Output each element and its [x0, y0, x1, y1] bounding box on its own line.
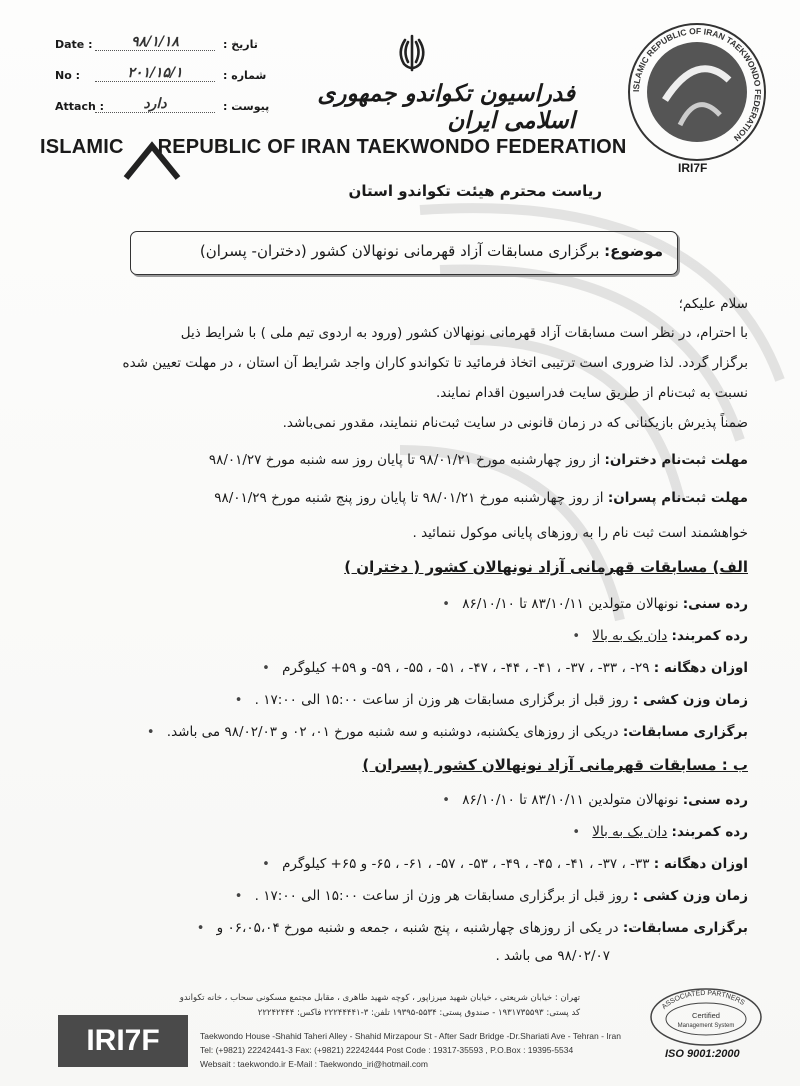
girls-age-label: رده سنی:: [682, 596, 748, 612]
footer-web-text: Websait : taekwondo.ir E-Mail : Taekwondo_iri@hotmail.com: [200, 1059, 428, 1069]
girls-weights-label: اوزان دهگانه :: [653, 660, 748, 676]
body-line-2: برگزار گردد. لذا ضروری است ترتیبی اتخاذ فرمائید تا تکواندو کاران واجد شرایط آن استان ، در مهلت تعیین شده: [122, 355, 748, 371]
kick-logo-icon: [122, 140, 182, 182]
iso-certification-seal-icon: [647, 985, 765, 1047]
subject-text: برگزاری مسابقات آزاد قهرمانی نونهالان کشور (دختران- پسران): [199, 242, 600, 260]
boys-weighin-item: [235, 888, 748, 904]
number-label: No :: [55, 69, 80, 82]
addressee: ریاست محترم هیئت تکواندو استان: [348, 182, 602, 200]
seal-logo-text: IRI7F: [678, 161, 708, 175]
boys-age-item: [442, 792, 748, 808]
boys-weights-text: ۳۳- ، ۳۷- ، ۴۱- ، ۴۵- ، ۴۹- ، ۵۳- ، ۵۷- ، ۶۱- ، ۶۵- و ۶۵+ کیلوگرم: [282, 856, 650, 872]
girls-held-text: دریکی از روزهای یکشنبه، دوشنبه و سه شنبه مورخ ۰۱، ۰۲ و ۹۸/۰۲/۰۳ می باشد.: [166, 724, 619, 740]
federation-seal-icon: [625, 20, 770, 165]
footer-address-en: Taekwondo House -Shahid Taheri Alley - Shahid Mirzapour St - After Sadr Bridge -Dr.Shariati Ave - Tehran - Iran: [200, 1031, 621, 1041]
girls-held-item: [147, 724, 748, 740]
boys-age-label: رده سنی:: [682, 792, 748, 808]
subject-box: [130, 231, 678, 275]
girls-deadline-label: مهلت ثبت‌نام دختران:: [604, 452, 748, 468]
girls-age-text: نونهالان متولدین ۸۳/۱۰/۱۱ تا ۸۶/۱۰/۱۰: [462, 596, 679, 612]
iran-emblem-icon: [390, 30, 434, 74]
footer-phones-en: Tel: (+9821) 22242441-3 Fax: (+9821) 22242444 Post Code : 19317-35593 , P.O.Box : 19395-5534: [200, 1045, 574, 1055]
subject-label: موضوع:: [604, 242, 663, 260]
girls-weighin-label: زمان وزن کشی :: [632, 692, 748, 708]
boys-deadline-label: مهلت ثبت‌نام پسران:: [607, 490, 748, 506]
boys-deadline-text: از روز چهارشنبه مورخ ۹۸/۰۱/۲۱ تا پایان روز پنج شنبه مورخ ۹۸/۰۱/۲۹: [214, 490, 604, 506]
reference-fields: [55, 34, 270, 131]
girls-belt-label: رده کمربند:: [671, 628, 748, 644]
boys-belt-item: [572, 824, 748, 840]
girls-deadline-text: از روز چهارشنبه مورخ ۹۸/۰۱/۲۱ تا پایان روز سه شنبه مورخ ۹۸/۰۱/۲۷: [208, 452, 601, 468]
boys-weights-item: [262, 856, 748, 872]
girls-section-title: الف) مسابقات قهرمانی آزاد نونهالان کشور ( دختران ): [344, 558, 748, 576]
date-label-fa: تاریخ :: [223, 38, 258, 51]
girls-age-item: [442, 596, 748, 612]
body-line-1: با احترام، در نظر است مسابقات آزاد قهرمانی نونهالان کشور (ورود به اردوی تیم ملی ) با شرایط ذیل: [180, 325, 748, 341]
greeting: سلام علیکم؛: [678, 296, 748, 312]
federation-name-en-part1: ISLAMIC: [40, 136, 124, 158]
body-line-4: ضمناً پذیرش بازیکنانی که در زمان قانونی در سایت ثبت‌نام ننمایند، مقدور نمی‌باشد.: [282, 415, 748, 431]
seal-ring-text: ISLAMIC REPUBLIC OF IRAN TAEKWONDO FEDERATION: [630, 25, 764, 144]
boys-held-item: [197, 920, 748, 936]
girls-belt-text: دان یک به بالا: [592, 628, 668, 644]
boys-weighin-text: روز قبل از برگزاری مسابقات هر وزن از ساعت ۱۵:۰۰ الی ۱۷:۰۰ .: [254, 888, 629, 904]
boys-held-text: در یکی از روزهای چهارشنبه ، پنج شنبه ، جمعه و شنبه مورخ ۰۶،۰۵،۰۴ و: [216, 920, 619, 936]
boys-age-text: نونهالان متولدین ۸۳/۱۰/۱۱ تا ۸۶/۱۰/۱۰: [462, 792, 679, 808]
boys-section-title: ب : مسابقات قهرمانی آزاد نونهالان کشور (پسران ): [362, 756, 748, 774]
attach-value: دارد: [95, 96, 215, 113]
girls-weighin-item: [235, 692, 748, 708]
girls-held-label: برگزاری مسابقات:: [622, 724, 748, 740]
girls-weighin-text: روز قبل از برگزاری مسابقات هر وزن از ساعت ۱۵:۰۰ الی ۱۷:۰۰ .: [254, 692, 629, 708]
federation-name-en-part2: REPUBLIC OF IRAN TAEKWONDO FEDERATION: [157, 136, 627, 158]
girls-weights-text: ۲۹- ، ۳۳- ، ۳۷- ، ۴۱- ، ۴۴- ، ۴۷- ، ۵۱- ، ۵۵- ، ۵۹- و ۵۹+ کیلوگرم: [282, 660, 650, 676]
number-value: ۲۰۱/۱۵/۱: [95, 65, 215, 82]
iso-center-line1: Certified: [692, 1011, 720, 1020]
girls-belt-item: [572, 628, 748, 644]
boys-weights-label: اوزان دهگانه :: [653, 856, 748, 872]
footer-logo: IRI7F: [58, 1015, 188, 1067]
boys-belt-label: رده کمربند:: [671, 824, 748, 840]
attach-label-fa: پیوست :: [223, 100, 270, 113]
attach-row: [55, 96, 270, 131]
boys-weighin-label: زمان وزن کشی :: [632, 888, 748, 904]
number-label-fa: شماره :: [223, 69, 267, 82]
date-label: Date :: [55, 38, 93, 51]
registration-request: خواهشمند است ثبت نام را به روزهای پایانی موکول ننمائید .: [412, 525, 748, 541]
iso-ring-text: ASSOCIATED PARTNERS: [660, 989, 746, 1011]
iso-center-line2: Management System: [677, 1023, 735, 1029]
footer-address-fa: تهران : خیابان شریعتی ، خیابان شهید میرزاپور ، کوچه شهید طاهری ، مقابل مجتمع مسکونی سحاب ، خانه تکواندو: [179, 993, 580, 1003]
date-value: ۹۸/۱/۱۸: [95, 34, 215, 51]
iso-label: ISO 9001:2000: [665, 1048, 740, 1060]
boys-deadline: [214, 492, 748, 506]
girls-weights-item: [262, 660, 748, 676]
footer-web-en: [200, 1059, 428, 1069]
boys-held-text-cont: ۹۸/۰۲/۰۷ می باشد .: [495, 948, 610, 964]
boys-belt-text: دان یک به بالا: [592, 824, 668, 840]
federation-name-fa: فدراسیون تکواندو جمهوری اسلامی ایران: [317, 80, 575, 134]
body-line-3: نسبت به ثبت‌نام از طریق سایت فدراسیون اقدام نمایند.: [435, 385, 748, 401]
footer-contact-fa: کد پستی: ۱۹۳۱۷۳۵۵۹۳ - صندوق پستی: ۵۵۳۴-۱۹۳۹۵ تلفن: ۳-۲۲۲۴۴۴۴۱ فاکس: ۲۲۲۴۲۴۴۴: [257, 1008, 580, 1018]
subject-line: [200, 242, 663, 260]
boys-held-label: برگزاری مسابقات:: [622, 920, 748, 936]
girls-deadline: [209, 454, 748, 468]
attach-label: Attach :: [55, 100, 105, 113]
